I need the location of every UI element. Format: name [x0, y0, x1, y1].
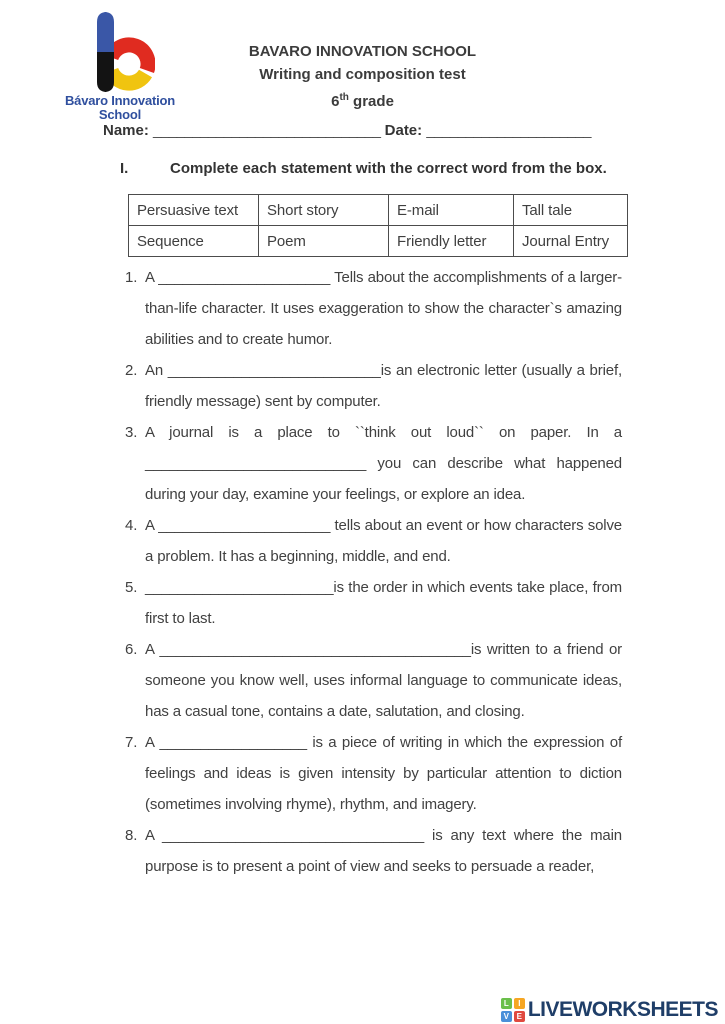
question-text[interactable]: A ________________________________ is any text where the main purpose is to present a point of view and seeks to persuade a reader,: [145, 827, 622, 875]
question-text[interactable]: An __________________________is an electronic letter (usually a brief, friendly message) sent by computer.: [145, 362, 622, 410]
question-item-8: [125, 820, 622, 882]
tile-letter-l: L: [501, 998, 512, 1009]
question-number: 1.: [125, 269, 138, 286]
question-list: [125, 262, 622, 882]
grade-line: 6th grade: [331, 92, 394, 110]
section-instruction: Complete each statement with the correct word from the box.: [170, 160, 607, 177]
question-number: 5.: [125, 579, 138, 596]
word-box-cell: Poem: [259, 226, 389, 257]
question-item-2: [125, 355, 622, 417]
liveworksheets-wordmark: LIVEWORKSHEETS: [527, 998, 718, 1021]
word-box-cell: E-mail: [389, 195, 514, 226]
word-box-cell: Sequence: [129, 226, 259, 257]
question-item-1: [125, 262, 622, 355]
date-label: Date:: [384, 122, 423, 139]
question-text[interactable]: A ______________________________________is written to a friend or someone you know well, uses informal language to communicate ideas, has a casual tone, contains a date, salutation, and closing.: [145, 641, 622, 720]
school-logo-line1: Bávaro Innovation: [64, 93, 175, 108]
liveworksheets-logo[interactable]: [501, 998, 718, 1022]
section-numeral: I.: [120, 160, 129, 177]
test-title: Writing and composition test: [259, 66, 466, 83]
name-blank[interactable]: _____________________________: [153, 122, 381, 139]
question-number: 7.: [125, 734, 138, 751]
word-box-cell: Short story: [259, 195, 389, 226]
section-heading: [120, 160, 607, 177]
question-number: 8.: [125, 827, 138, 844]
question-number: 6.: [125, 641, 138, 658]
date-blank[interactable]: _____________________: [426, 122, 592, 139]
word-box-cell: Journal Entry: [514, 226, 628, 257]
name-label: Name:: [103, 122, 149, 139]
tile-letter-v: V: [501, 1011, 512, 1022]
question-text[interactable]: A _____________________ Tells about the accomplishments of a larger-than-life character. It uses exaggeration to show the character`s amazing abilities and to create humor.: [145, 269, 622, 348]
tile-letter-e: E: [514, 1011, 525, 1022]
word-box-cell: Persuasive text: [129, 195, 259, 226]
worksheet-header: [0, 40, 725, 113]
grade-ordinal: th: [339, 92, 349, 103]
word-box-row: [129, 195, 628, 226]
question-item-7: [125, 727, 622, 820]
word-box-cell: Tall tale: [514, 195, 628, 226]
question-text[interactable]: A __________________ is a piece of writing in which the expression of feelings and ideas is given intensity by particular attention to diction (sometimes involving rhyme), rhythm, and imagery.: [145, 734, 622, 813]
question-number: 4.: [125, 517, 138, 534]
word-box-table: [128, 194, 628, 257]
name-date-row: [103, 122, 625, 139]
question-item-5: [125, 572, 622, 634]
question-text[interactable]: _______________________is the order in which events take place, from first to last.: [145, 579, 622, 627]
tile-letter-i: I: [514, 998, 525, 1009]
word-box-cell: Friendly letter: [389, 226, 514, 257]
question-number: 2.: [125, 362, 138, 379]
school-logo-line2: School: [98, 107, 142, 123]
question-number: 3.: [125, 424, 138, 441]
question-item-6: [125, 634, 622, 727]
question-item-4: [125, 510, 622, 572]
question-text[interactable]: A journal is a place to ``think out loud`` on paper. In a ___________________________ you can describe what happened during your day, examine your feelings, or explore an idea.: [145, 424, 622, 503]
school-name: BAVARO INNOVATION SCHOOL: [248, 43, 477, 60]
liveworksheets-tiles-icon: [501, 998, 525, 1022]
question-text[interactable]: A _____________________ tells about an event or how characters solve a problem. It has a beginning, middle, and end.: [145, 517, 622, 565]
word-box-row: [129, 226, 628, 257]
question-item-3: [125, 417, 622, 510]
